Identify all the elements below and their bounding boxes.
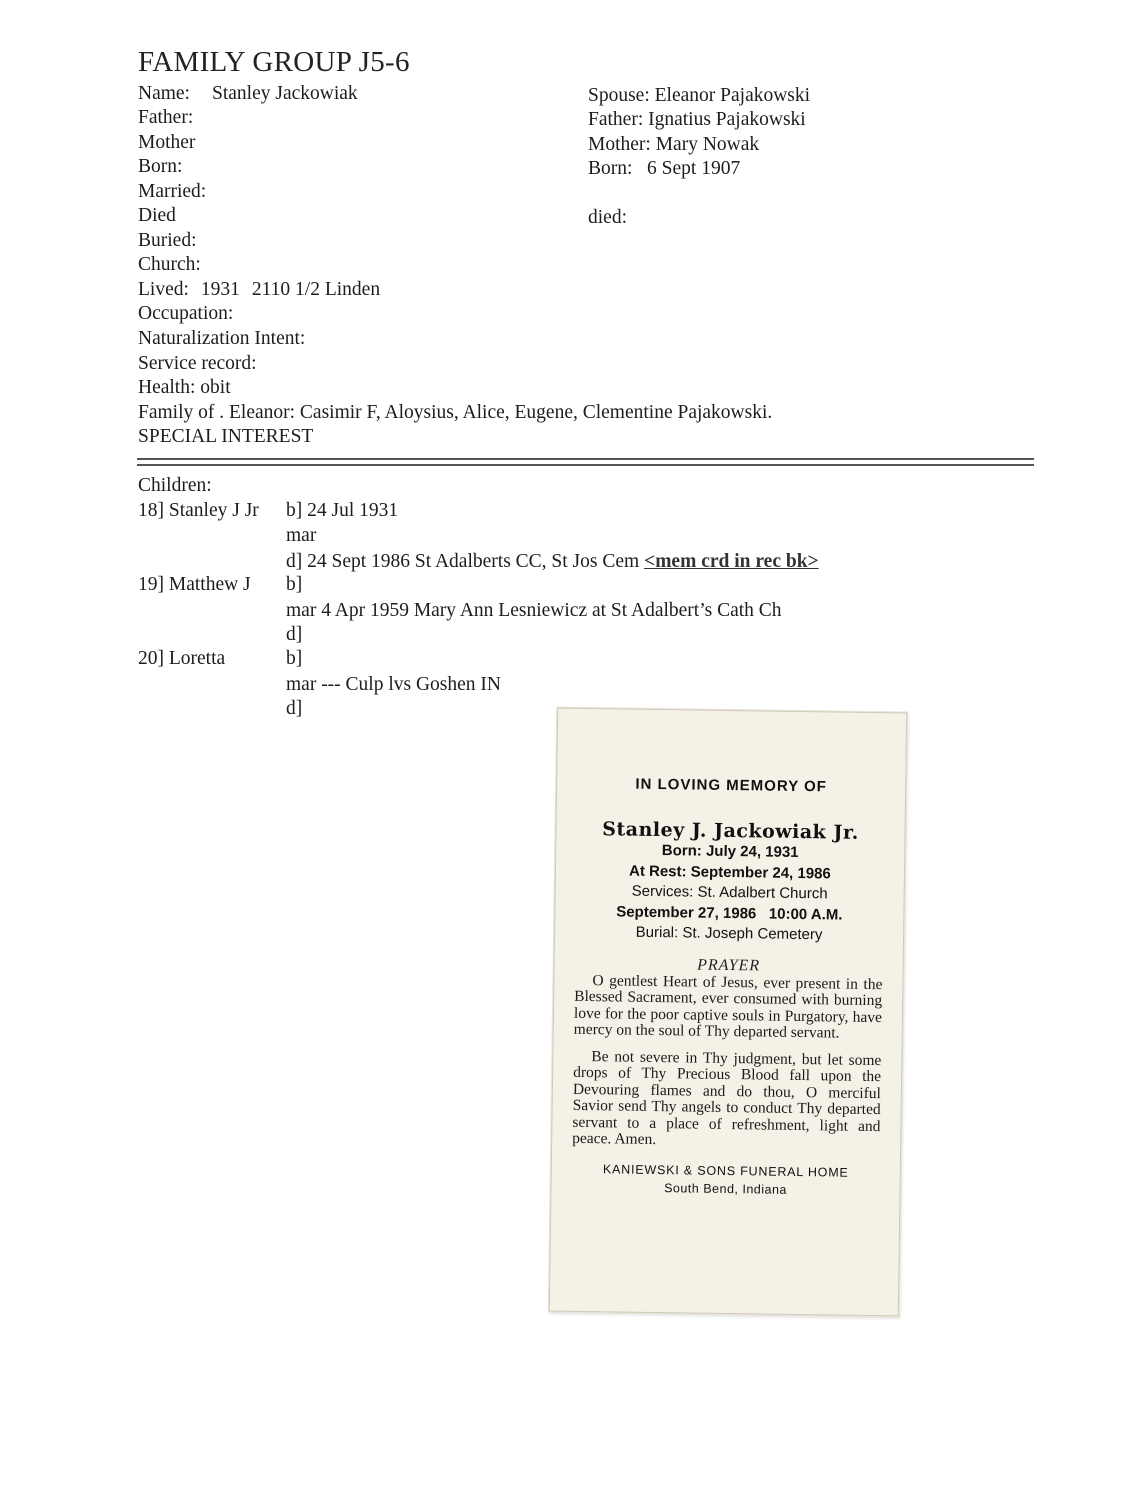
card-burial: Burial: St. Joseph Cemetery	[635, 923, 823, 944]
name-row	[138, 84, 358, 104]
children-label: Children:	[138, 475, 212, 496]
separator-rule	[137, 458, 1034, 460]
name-label: Name:	[138, 83, 190, 104]
lived-address: 2110 1/2 Linden	[251, 279, 381, 300]
spouse-father-row	[588, 110, 806, 130]
child-name: 18] Stanley J Jr	[138, 500, 259, 521]
lived-label: Lived:	[138, 279, 189, 300]
child-died: d]	[286, 698, 303, 719]
spouse-mother-row	[588, 135, 759, 155]
spouse-value: Eleanor Pajakowski	[654, 85, 811, 106]
child-born: b]	[286, 648, 303, 669]
card-prayer-title: PRAYER	[697, 956, 761, 974]
service-record-label: Service record:	[138, 353, 257, 374]
lived-row	[138, 280, 380, 300]
mother-label: Mother	[138, 132, 196, 153]
card-services: Services: St. Adalbert Church	[631, 882, 828, 903]
card-at-rest: At Rest: September 24, 1986	[628, 862, 831, 882]
child-died: d]	[286, 624, 303, 645]
child-died: d] 24 Sept 1986 St Adalberts CC, St Jos Cem	[286, 551, 640, 572]
child-name: 19] Matthew J	[138, 574, 251, 595]
child-married: mar --- Culp lvs Goshen IN	[286, 674, 502, 695]
spouse-born-value: 6 Sept 1907	[647, 158, 741, 179]
name-value: Stanley Jackowiak	[211, 83, 358, 104]
card-funeral-home: KANIEWSKI & SONS FUNERAL HOME	[602, 1161, 849, 1180]
child-born: b] 24 Jul 1931	[286, 500, 399, 521]
child-married: mar 4 Apr 1959 Mary Ann Lesniewicz at St Adalbert’s Cath Ch	[286, 600, 782, 621]
spouse-born-row	[588, 159, 740, 179]
spouse-father-label: Father:	[588, 109, 644, 130]
spouse-label: Spouse:	[588, 85, 650, 106]
card-heading: IN LOVING MEMORY OF	[635, 775, 828, 796]
buried-label: Buried:	[138, 230, 197, 251]
separator-rule-2	[137, 464, 1034, 466]
spouse-born-label: Born:	[588, 158, 633, 179]
naturalization-label: Naturalization Intent:	[138, 328, 306, 349]
died-label: Died	[138, 205, 176, 226]
spouse-died-label: died:	[588, 207, 627, 228]
card-prayer-paragraph-2: Be not severe in Thy judgment, but let some drops of Thy Precious Blood fall upon the Devouring flames and do thou, O merciful Savior send Thy angels to conduct Thy departed servant to a place of refreshment, light and peace. Amen.	[572, 1047, 882, 1149]
child-married: mar	[286, 525, 317, 546]
card-name: Stanley J. Jackowiak Jr.	[602, 818, 859, 844]
spouse-row	[588, 86, 810, 106]
father-label: Father:	[138, 107, 194, 128]
card-service-time: September 27, 1986 10:00 A.M.	[616, 902, 843, 924]
card-location: South Bend, Indiana	[664, 1180, 788, 1197]
occupation-label: Occupation:	[138, 303, 234, 324]
memorial-card-link[interactable]: <mem crd in rec bk>	[644, 551, 819, 572]
special-interest-label: SPECIAL INTEREST	[138, 426, 314, 447]
born-label: Born:	[138, 156, 183, 177]
memorial-card	[549, 708, 907, 1317]
child-died-row	[286, 552, 819, 572]
lived-year: 1931	[200, 279, 240, 300]
card-prayer-paragraph-1: O gentlest Heart of Jesus, ever present in the Blessed Sacrament, ever consumed with burning love for the poor captive souls in Purgatory, have mercy on the soul of Thy departed servant.	[573, 971, 883, 1042]
health-label: Health: obit	[138, 377, 231, 398]
spouse-mother-label: Mother:	[588, 134, 651, 155]
family-of-line: Family of . Eleanor: Casimir F, Aloysius, Alice, Eugene, Clementine Pajakowski.	[138, 402, 773, 423]
spouse-father-value: Ignatius Pajakowski	[648, 109, 806, 130]
church-label: Church:	[138, 254, 201, 275]
child-born: b]	[286, 574, 303, 595]
page-title: FAMILY GROUP J5-6	[138, 46, 410, 78]
married-label: Married:	[138, 181, 207, 202]
spouse-mother-value: Mary Nowak	[655, 134, 760, 155]
child-name: 20] Loretta	[138, 648, 226, 669]
card-born: Born: July 24, 1931	[661, 842, 799, 861]
